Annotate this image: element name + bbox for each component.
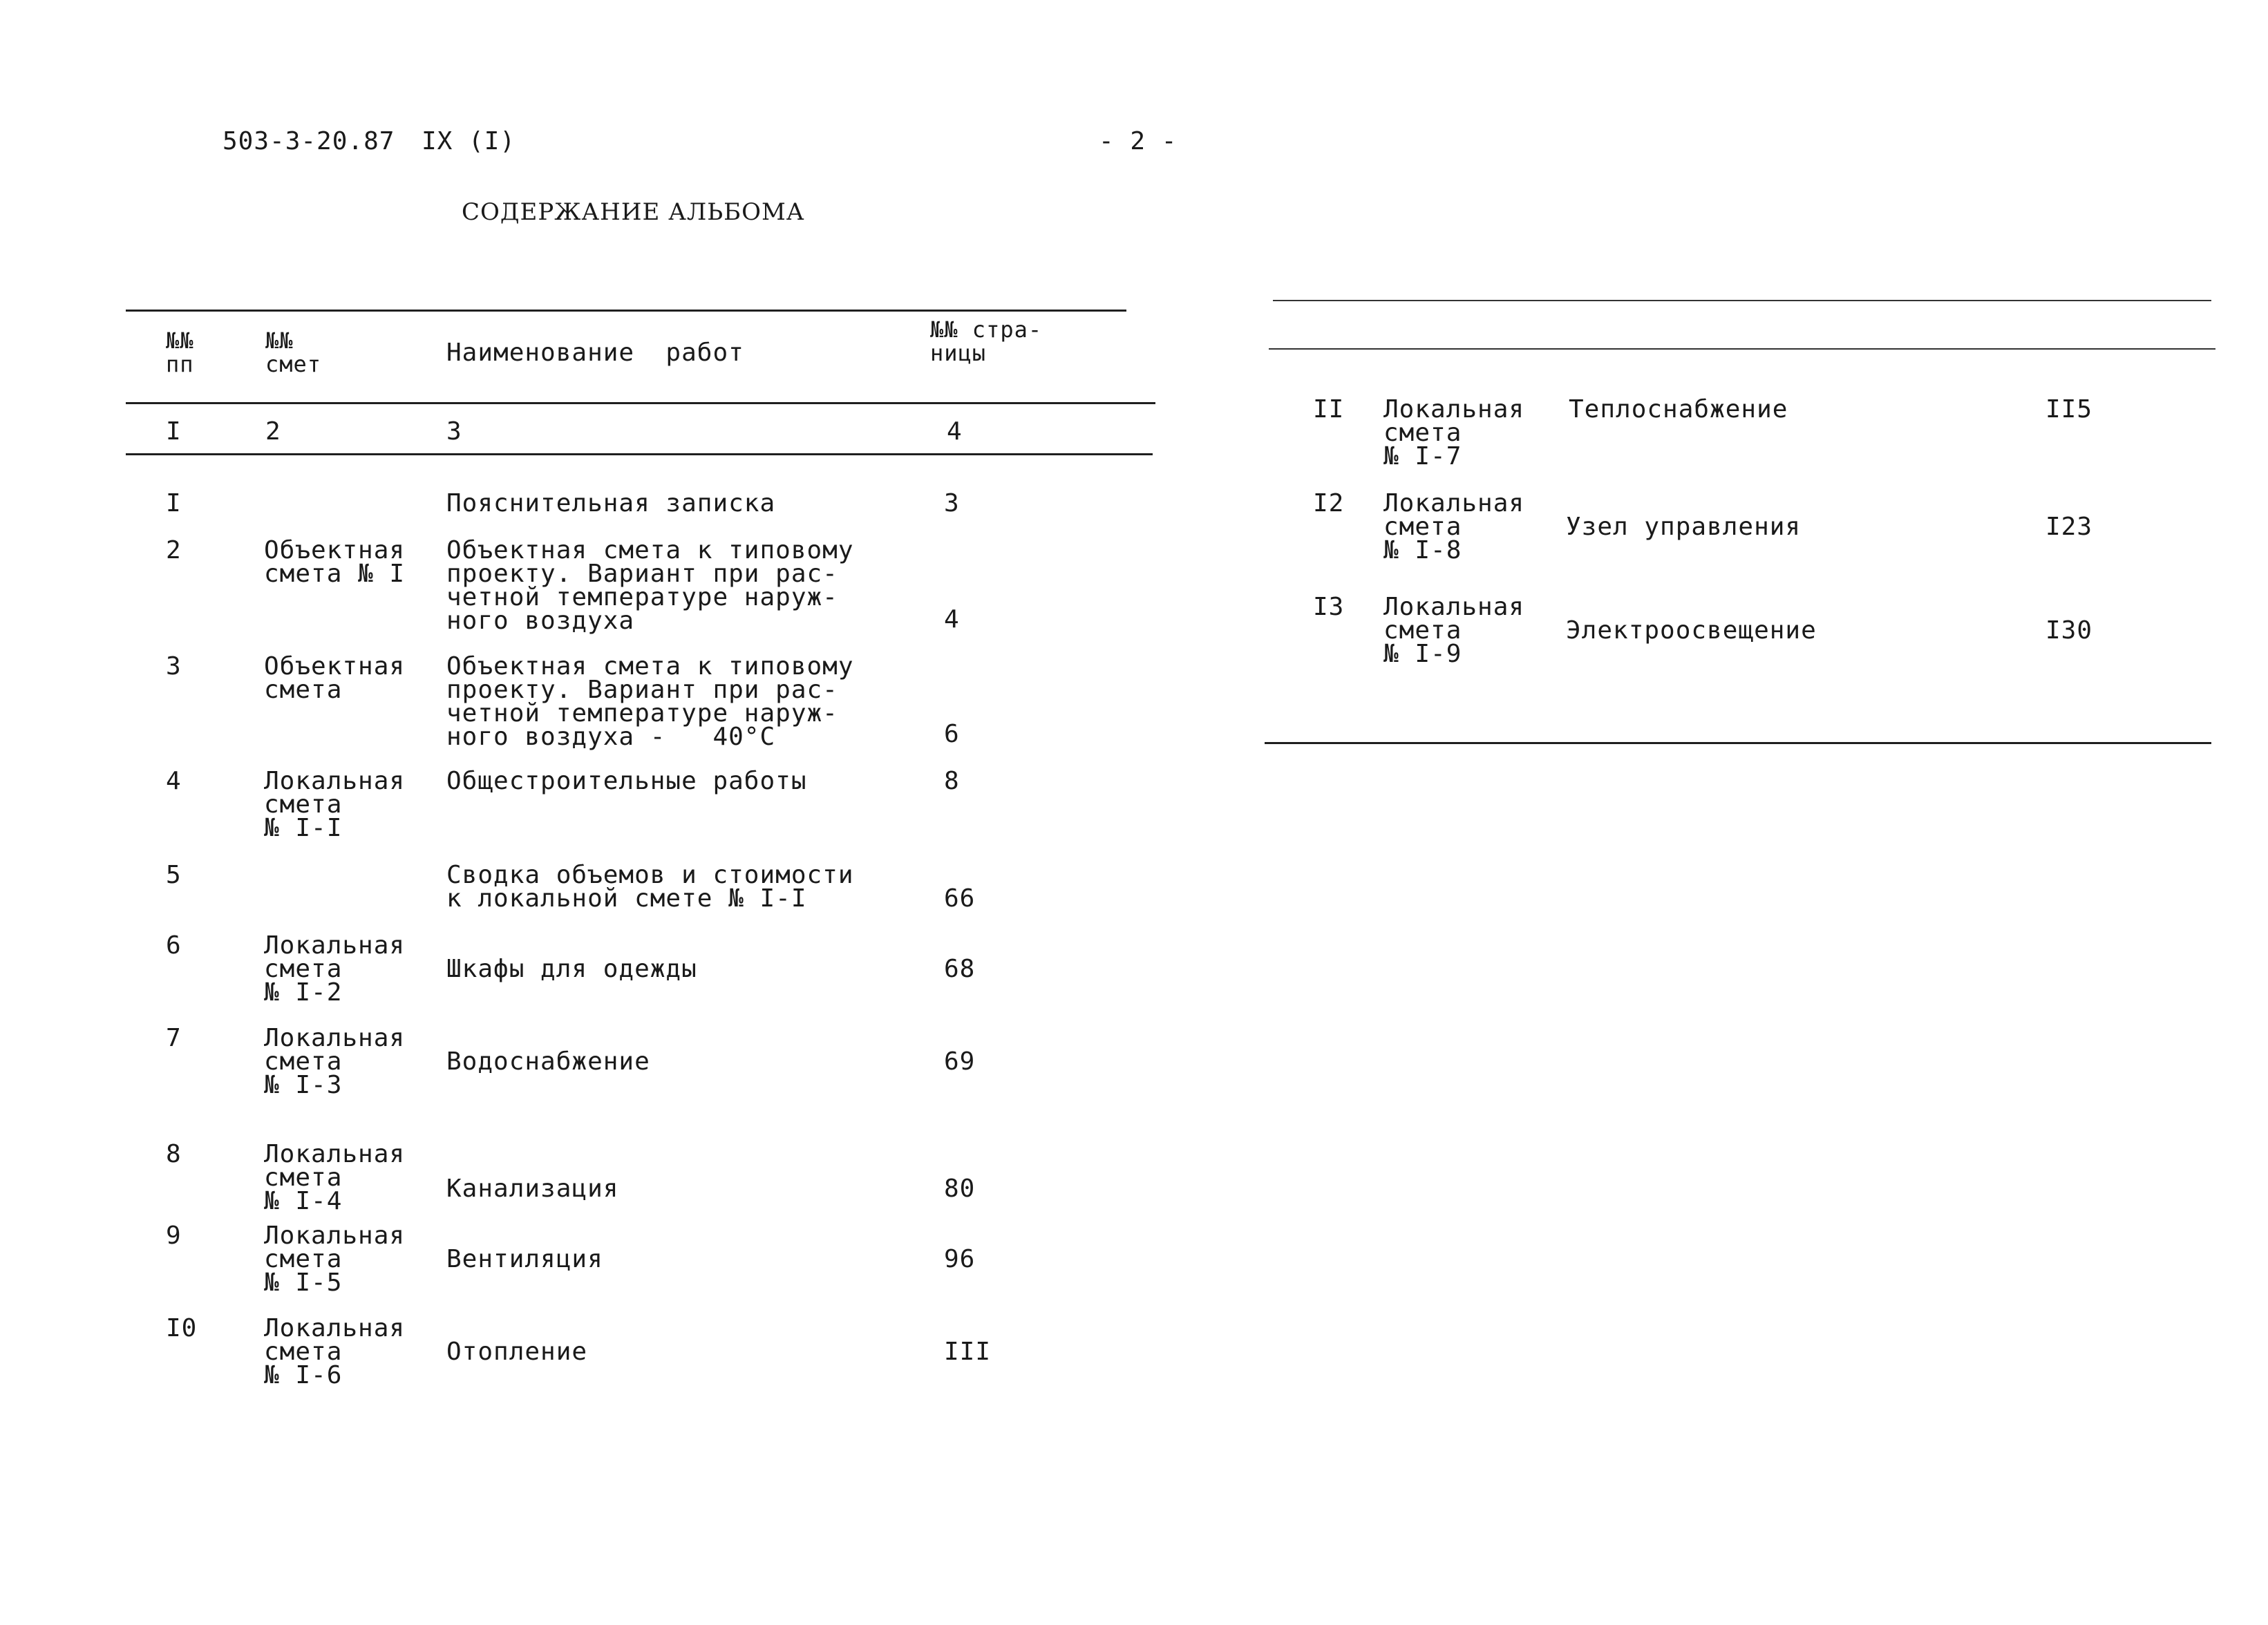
- row-page: 68: [944, 955, 976, 983]
- row-page: 8: [944, 767, 960, 795]
- row-number: 3: [166, 652, 182, 681]
- row-estimate: Локальная смета № I-6: [264, 1314, 406, 1389]
- row-page: II5: [2045, 395, 2093, 424]
- right-table-bottom-rule: [1265, 742, 2211, 744]
- row-number: I: [166, 489, 182, 517]
- row-estimate: Локальная смета № I-3: [264, 1024, 406, 1099]
- row-estimate: Локальная смета № I-9: [1383, 593, 1525, 668]
- column-numbers-rule: [126, 453, 1153, 455]
- row-name: Канализация: [446, 1175, 619, 1203]
- row-estimate: Объектная смета: [264, 652, 406, 704]
- row-estimate: Локальная смета № I-I: [264, 767, 406, 842]
- row-page: I30: [2045, 616, 2093, 645]
- row-number: 8: [166, 1140, 182, 1168]
- column-header-estimate: №№ смет: [265, 327, 322, 377]
- row-page: 96: [944, 1245, 976, 1273]
- column-index-3: 3: [446, 417, 462, 446]
- row-name: Объектная смета к типовому проекту. Вариант при рас- четной температуре наруж- ного воздуха - 40°С: [446, 652, 854, 751]
- row-name: Сводка объемов и стоимости к локальной смете № I-I: [446, 861, 854, 913]
- row-number: I0: [166, 1314, 198, 1342]
- row-page: 3: [944, 489, 960, 517]
- row-number: 7: [166, 1024, 182, 1052]
- row-name: Теплоснабжение: [1569, 395, 1788, 424]
- row-page: I23: [2045, 513, 2093, 541]
- row-page: 80: [944, 1175, 976, 1203]
- row-name: Отопление: [446, 1338, 588, 1366]
- row-page: III: [944, 1338, 992, 1366]
- table-top-rule: [126, 310, 1126, 312]
- page-title: СОДЕРЖАНИЕ АЛЬБОМА: [462, 198, 805, 226]
- page-number: - 2 -: [1099, 127, 1178, 155]
- column-index-1: I: [166, 417, 182, 446]
- right-table-top-rule: [1273, 300, 2211, 301]
- column-header-page: №№ стра- ницы: [930, 316, 1043, 366]
- row-number: 5: [166, 861, 182, 889]
- row-estimate: Локальная смета № I-5: [264, 1222, 406, 1297]
- row-number: 2: [166, 536, 182, 564]
- row-name: Шкафы для одежды: [446, 955, 697, 983]
- header-bottom-rule: [126, 402, 1155, 404]
- row-number: 9: [166, 1222, 182, 1250]
- row-page: 66: [944, 884, 976, 913]
- column-header-number: №№ пп: [166, 327, 194, 377]
- row-estimate: Локальная смета № I-4: [264, 1140, 406, 1215]
- document-code: 503-3-20.87: [223, 127, 395, 155]
- right-table-header-rule: [1269, 348, 2215, 350]
- row-name: Общестроительные работы: [446, 767, 807, 795]
- row-number: I2: [1313, 489, 1345, 517]
- row-name: Узел управления: [1566, 513, 1802, 541]
- row-number: I3: [1313, 593, 1345, 621]
- row-page: 69: [944, 1047, 976, 1076]
- row-name: Вентиляция: [446, 1245, 603, 1273]
- column-index-2: 2: [265, 417, 281, 446]
- row-number: 4: [166, 767, 182, 795]
- row-number: 6: [166, 931, 182, 960]
- row-estimate: Локальная смета № I-8: [1383, 489, 1525, 564]
- row-estimate: Локальная смета № I-7: [1383, 395, 1525, 471]
- row-page: 4: [944, 605, 960, 634]
- row-number: II: [1313, 395, 1345, 424]
- column-header-name: Наименование работ: [446, 339, 744, 367]
- row-estimate: Объектная смета № I: [264, 536, 406, 588]
- row-name: Объектная смета к типовому проекту. Вариант при рас- четной температуре наруж- ного воздуха: [446, 536, 854, 635]
- row-name: Пояснительная записка: [446, 489, 776, 517]
- row-estimate: Локальная смета № I-2: [264, 931, 406, 1007]
- document-part: IX (I): [422, 127, 516, 155]
- column-index-4: 4: [947, 417, 963, 446]
- row-name: Водоснабжение: [446, 1047, 650, 1076]
- row-name: Электроосвещение: [1566, 616, 1817, 645]
- row-page: 6: [944, 720, 960, 748]
